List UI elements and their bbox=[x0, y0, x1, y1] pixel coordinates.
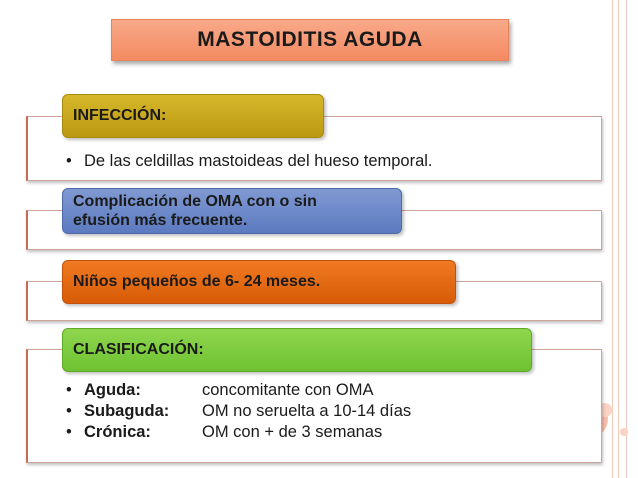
header-clasificacion-text: CLASIFICACIÓN: bbox=[73, 341, 204, 358]
list-item: • Crónica: OM con + de 3 semanas bbox=[66, 423, 383, 441]
header-infeccion bbox=[62, 94, 324, 138]
list-item: • Aguda: concomitante con OMA bbox=[66, 381, 374, 399]
description: OM con + de 3 semanas bbox=[202, 423, 383, 441]
decorative-circle-tiny bbox=[620, 428, 628, 436]
header-ninos bbox=[62, 260, 456, 304]
bullet-text: De las celdillas mastoideas del hueso temporal. bbox=[84, 152, 433, 170]
description: concomitante con OMA bbox=[202, 381, 374, 399]
term: Subaguda: bbox=[84, 402, 170, 420]
title-banner bbox=[111, 19, 509, 61]
header-clasificacion bbox=[62, 328, 532, 372]
list-item: • De las celdillas mastoideas del hueso temporal. bbox=[66, 152, 433, 170]
bullets-infeccion bbox=[66, 151, 433, 172]
term: Aguda: bbox=[84, 381, 141, 399]
header-complicacion-line2: efusión más frecuente. bbox=[73, 212, 248, 229]
list-item: • Subaguda: OM no seruelta a 10-14 días bbox=[66, 402, 412, 420]
header-complicacion-line1: Complicación de OMA con o sin bbox=[73, 193, 317, 210]
page-title: MASTOIDITIS AGUDA bbox=[197, 28, 423, 51]
header-ninos-text: Niños pequeños de 6- 24 meses. bbox=[73, 273, 321, 290]
description: OM no seruelta a 10-14 días bbox=[202, 402, 412, 420]
bullets-clasificacion bbox=[66, 380, 411, 443]
decorative-stripe bbox=[608, 0, 638, 478]
term: Crónica: bbox=[84, 423, 151, 441]
header-complicacion bbox=[62, 188, 402, 234]
header-infeccion-text: INFECCIÓN: bbox=[73, 107, 167, 124]
